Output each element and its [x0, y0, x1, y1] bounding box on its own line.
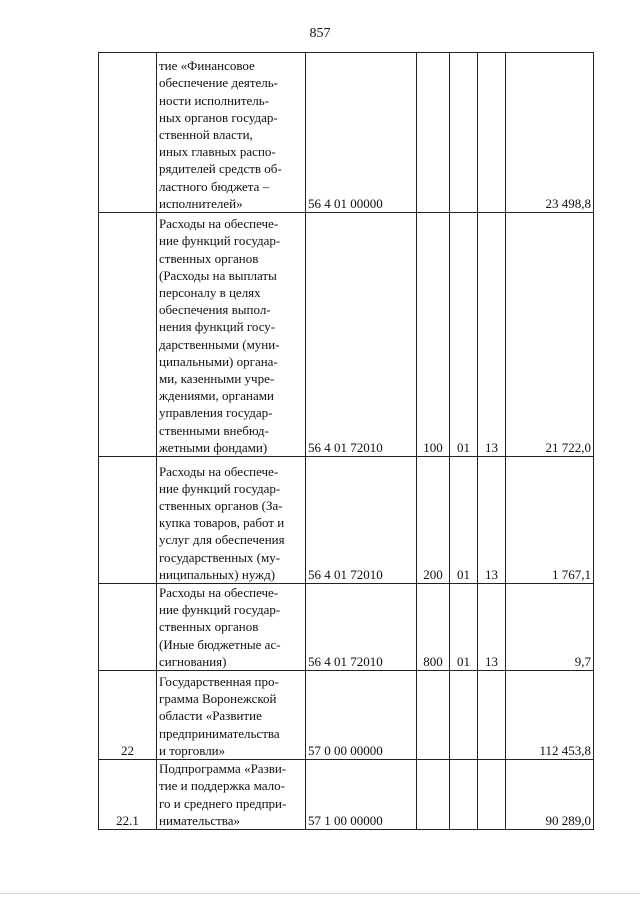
row-expense-type — [417, 760, 450, 830]
row-section — [450, 53, 478, 213]
row-amount: 9,7 — [506, 584, 594, 671]
row-expense-type: 800 — [417, 584, 450, 671]
row-number — [99, 213, 157, 457]
row-expense-type — [417, 53, 450, 213]
row-amount: 90 289,0 — [506, 760, 594, 830]
row-number: 22 — [99, 671, 157, 760]
table-row — [99, 760, 594, 830]
table-row — [99, 584, 594, 671]
row-expense-type: 100 — [417, 213, 450, 457]
row-section — [450, 760, 478, 830]
row-name: Расходы на обеспече- ние функций государ- ственных органов (За- купка товаров, работ и услуг для обеспечения государственных (му- ниципальных) нужд) — [157, 457, 306, 584]
table-row — [99, 671, 594, 760]
row-name: тие «Финансовое обеспечение деятель- ности исполнитель- ных органов государ- ственной власти, иных главных распо- рядителей средств об- ластного бюджета – исполнителей» — [157, 53, 306, 213]
row-target-code: 56 4 01 00000 — [306, 53, 417, 213]
row-expense-type: 200 — [417, 457, 450, 584]
row-name: Государственная про- грамма Воронежской области «Развитие предпринимательства и торговли» — [157, 671, 306, 760]
row-amount: 1 767,1 — [506, 457, 594, 584]
table-row — [99, 213, 594, 457]
row-expense-type — [417, 671, 450, 760]
table-row — [99, 457, 594, 584]
row-target-code: 56 4 01 72010 — [306, 457, 417, 584]
row-subsection: 13 — [478, 213, 506, 457]
row-subsection — [478, 53, 506, 213]
row-subsection: 13 — [478, 457, 506, 584]
row-number — [99, 584, 157, 671]
row-name: Расходы на обеспече- ние функций государ- ственных органов (Расходы на выплаты персоналу в целях обеспечения выпол- нения функций госу- дарственными (муни- ципальными) органа- ми, казенными учре- ждениями, органами управления государ- ственными внебюд- жетными фондами) — [157, 213, 306, 457]
page-number: 857 — [309, 26, 331, 41]
row-section: 01 — [450, 584, 478, 671]
row-amount: 21 722,0 — [506, 213, 594, 457]
row-amount: 23 498,8 — [506, 53, 594, 213]
row-subsection — [478, 760, 506, 830]
row-target-code: 56 4 01 72010 — [306, 584, 417, 671]
scan-edge-line — [0, 893, 640, 894]
row-section: 01 — [450, 457, 478, 584]
row-subsection: 13 — [478, 584, 506, 671]
row-section: 01 — [450, 213, 478, 457]
row-section — [450, 671, 478, 760]
row-target-code: 56 4 01 72010 — [306, 213, 417, 457]
row-name: Расходы на обеспече- ние функций государ- ственных органов (Иные бюджетные ас- сигнования) — [157, 584, 306, 671]
table-row — [99, 53, 594, 213]
row-target-code: 57 0 00 00000 — [306, 671, 417, 760]
row-amount: 112 453,8 — [506, 671, 594, 760]
row-target-code: 57 1 00 00000 — [306, 760, 417, 830]
row-number — [99, 53, 157, 213]
budget-table — [98, 52, 594, 830]
row-number — [99, 457, 157, 584]
table-body — [99, 53, 594, 830]
row-name: Подпрограмма «Разви- тие и поддержка мало- го и среднего предпри- нимательства» — [157, 760, 306, 830]
row-subsection — [478, 671, 506, 760]
row-number: 22.1 — [99, 760, 157, 830]
